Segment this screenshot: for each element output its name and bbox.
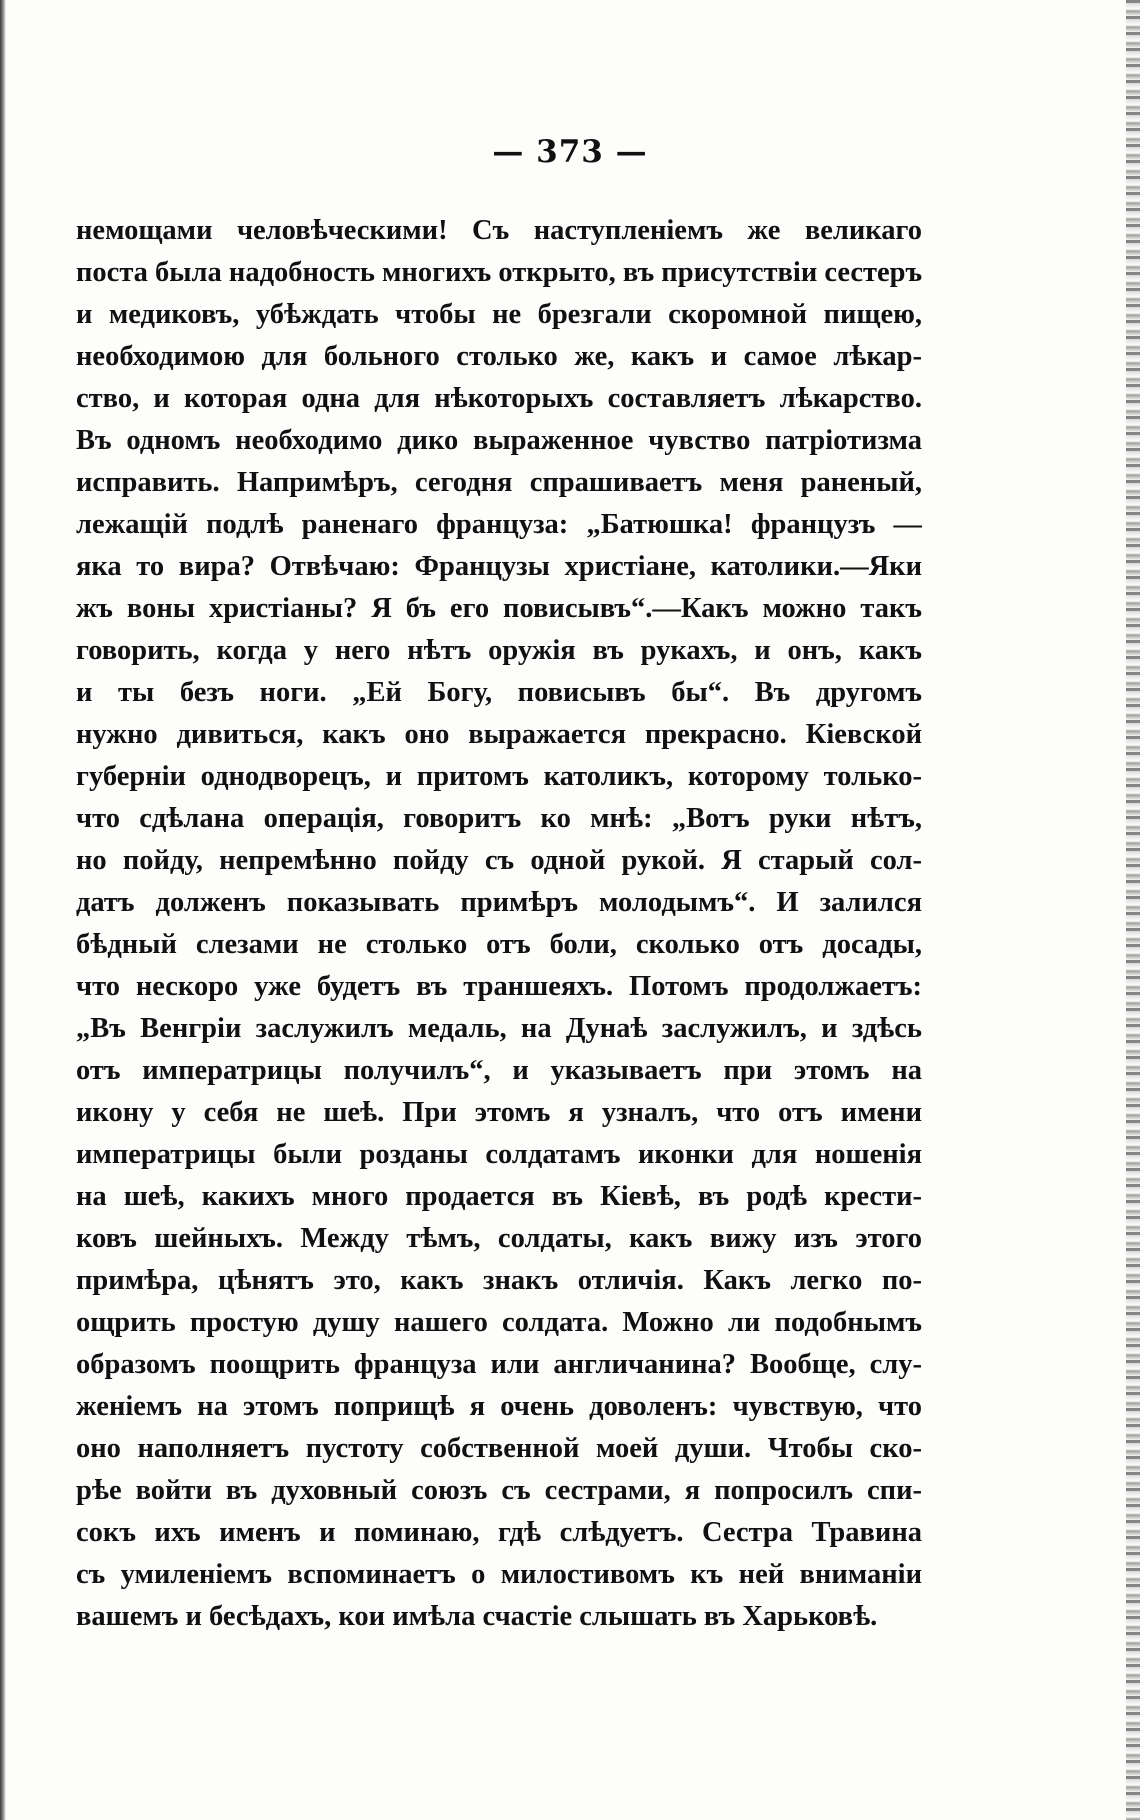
- text-line: немощами человѣческими! Съ наступленіемъ же великаго: [76, 215, 922, 246]
- text-line: бѣдный слезами не столько отъ боли, сколько отъ досады,: [76, 929, 922, 960]
- text-line: что нескоро уже будетъ въ траншеяхъ. Потомъ продолжаетъ:: [76, 971, 922, 1002]
- text-line: что сдѣлана операція, говоритъ ко мнѣ: „Вотъ руки нѣтъ,: [76, 803, 922, 834]
- text-line: говорить, когда у него нѣтъ оружія въ рукахъ, и онъ, какъ: [76, 635, 922, 666]
- text-line: ковъ шейныхъ. Между тѣмъ, солдаты, какъ вижу изъ этого: [76, 1223, 922, 1254]
- text-line: губерніи однодворецъ, и притомъ католикъ, которому только-: [76, 761, 922, 792]
- text-line: отъ императрицы получилъ“, и указываетъ при этомъ на: [76, 1055, 922, 1086]
- text-line: женіемъ на этомъ поприщѣ я очень доволенъ: чувствую, что: [76, 1391, 922, 1422]
- page-left-edge: [0, 0, 6, 1820]
- text-line: сокъ ихъ именъ и поминаю, гдѣ слѣдуетъ. Сестра Травина: [76, 1517, 922, 1548]
- body-text: [76, 210, 922, 1638]
- text-line: необходимою для больного столько же, какъ и самое лѣкар-: [76, 341, 922, 372]
- page-right-edge: [1126, 0, 1140, 1820]
- text-line: и ты безъ ноги. „Ей Богу, повисывъ бы“. Въ другомъ: [76, 677, 922, 708]
- text-line: „Въ Венгріи заслужилъ медаль, на Дунаѣ заслужилъ, и здѣсь: [76, 1013, 922, 1044]
- text-line: примѣра, цѣнятъ это, какъ знакъ отличія. Какъ легко по-: [76, 1265, 922, 1296]
- text-line: Въ одномъ необходимо дико выраженное чувство патріотизма: [76, 425, 922, 456]
- text-line: исправить. Напримѣръ, сегодня спрашиваетъ меня раненый,: [76, 467, 922, 498]
- text-line: яка то вира? Отвѣчаю: Французы христіане, католики.—Яки: [76, 551, 922, 582]
- text-line: икону у себя не шеѣ. При этомъ я узналъ, что отъ имени: [76, 1097, 922, 1128]
- text-line: оно наполняетъ пустоту собственной моей души. Чтобы ско-: [76, 1433, 922, 1464]
- text-line: но пойду, непремѣнно пойду съ одной рукой. Я старый сол-: [76, 845, 922, 876]
- text-line: жъ воны христіаны? Я бъ его повисывъ“.—Какъ можно такъ: [76, 593, 922, 624]
- text-line: императрицы были розданы солдатамъ иконки для ношенія: [76, 1139, 922, 1170]
- text-line: образомъ поощрить француза или англичанина? Вообще, слу-: [76, 1349, 922, 1380]
- text-line: датъ долженъ показывать примѣръ молодымъ“. И залился: [76, 887, 922, 918]
- text-line: рѣе войти въ духовный союзъ съ сестрами, я попросилъ спи-: [76, 1475, 922, 1506]
- text-line: съ умиленіемъ вспоминаетъ о милостивомъ къ ней вниманіи: [76, 1559, 922, 1590]
- text-line: поста была надобность многихъ открыто, въ присутствіи сестеръ: [76, 257, 922, 288]
- text-line: и медиковъ, убѣждать чтобы не брезгали скоромной пищею,: [76, 299, 922, 330]
- text-line: на шеѣ, какихъ много продается въ Кіевѣ, въ родѣ крести-: [76, 1181, 922, 1212]
- text-line: ство, и которая одна для нѣкоторыхъ составляетъ лѣкарство.: [76, 383, 922, 414]
- text-line: вашемъ и бесѣдахъ, кои имѣла счастіе слышать въ Харьковѣ.: [76, 1601, 878, 1632]
- page-number: — 373 —: [492, 134, 648, 170]
- text-line: нужно дивиться, какъ оно выражается прекрасно. Кіевской: [76, 719, 922, 750]
- text-line: ощрить простую душу нашего солдата. Можно ли подобнымъ: [76, 1307, 922, 1338]
- text-line: лежащій подлѣ раненаго француза: „Батюшка! французъ —: [76, 509, 922, 540]
